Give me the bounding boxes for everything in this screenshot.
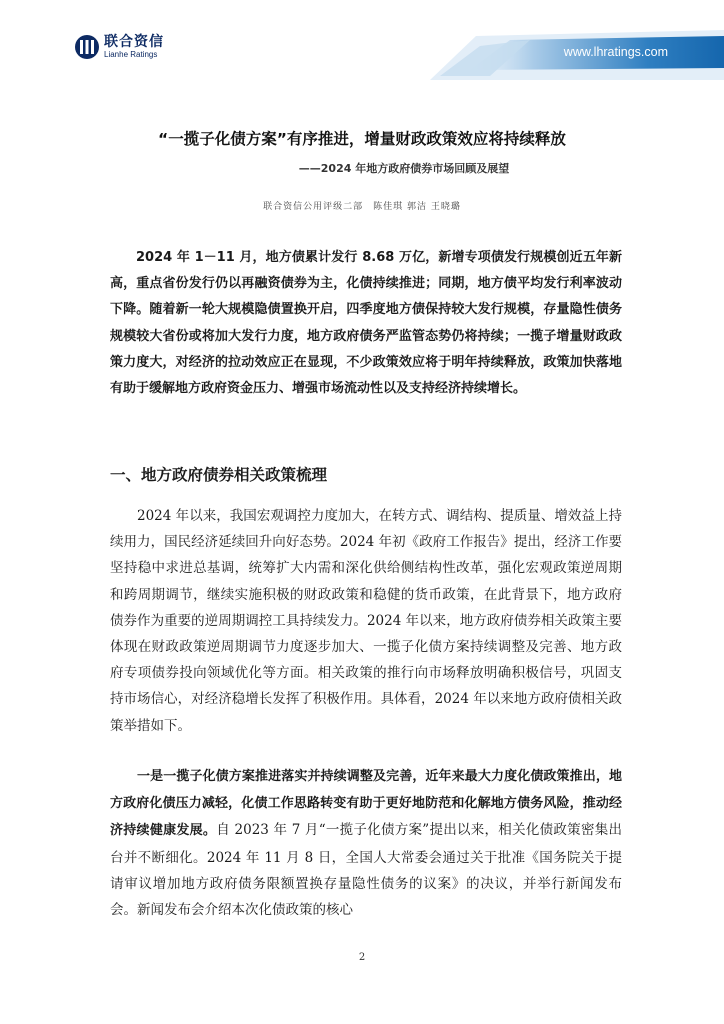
website-url[interactable]: www.lhratings.com: [563, 45, 668, 59]
brand-name-en: Lianhe Ratings: [104, 50, 158, 59]
body-paragraph-2: [110, 763, 622, 923]
body-paragraph: 2024 年以来，我国宏观调控力度加大，在转方式、调结构、提质量、增效益上持续用力，国民经济延续回升向好态势。2024 年初《政府工作报告》提出，经济工作要坚持稳中求进总基调，统筹扩大内需和深化供给侧结构性改革，强化宏观政策逆周期和跨周期调节，继续实施积极的财政政策和稳健的货币政策，在此背景下，地方政府债券作为重要的逆周期调控工具持续发力。2024 年以来，地方政府债券相关政策主要体现在财政政策逆周期调节力度逐步加大、一揽子化债方案持续调整及完善、地方政府专项债券投向领域优化等方面。相关政策的推行向市场释放明确积极信号，巩固支持市场信心，对经济稳增长发挥了积极作用。具体看，2024 年以来地方政府债相关政策举措如下。: [110, 508, 622, 734]
section-heading: 一、地方政府债券相关政策梳理: [110, 466, 328, 484]
page-number: 2: [358, 952, 366, 963]
company-logo: [74, 34, 164, 60]
paragraph-rest: 自 2023 年 7 月“一揽子化债方案”提出以来，相关化债政策密集出台并不断细化。2024 年 11 月 8 日，全国人大常委会通过关于批准《国务院关于提请审议增加地方政府债务限额置换存量隐性债务的议案》的决议，并举行新闻发布会。新闻发布会介绍本次化债政策的核心: [110, 822, 622, 919]
page-header: [0, 0, 724, 80]
brand-name-cn: 联合资信: [104, 34, 164, 50]
author-line: 联合资信公用评级二部 陈佳琪 郭洁 王晓璐: [263, 202, 461, 212]
document-subtitle: ——2024 年地方政府债券市场回顾及展望: [298, 162, 510, 175]
lianhe-logo-icon: [74, 34, 100, 60]
summary-paragraph: 2024 年 1－11 月，地方债累计发行 8.68 万亿，新增专项债发行规模创近五年新高，重点省份发行仍以再融资债券为主，化债持续推进；同期，地方债平均发行利率波动下降。随着新一轮大规模隐债置换开启，四季度地方债保持较大发行规模，存量隐性债务规模较大省份或将加大发行力度，地方政府债务严监管态势仍将持续；一揽子增量财政政策力度大，对经济的拉动效应正在显现，不少政策效应将于明年持续释放，政策加快落地有助于缓解地方政府资金压力、增强市场流动性以及支持经济持续增长。: [110, 250, 622, 397]
paragraph-lead-bold: 一是一揽子化债方案推进落实并持续调整及完善，近年来最大力度化债政策推出，地方政府化债压力减轻，化债工作思路转变有助于更好地防范和化解地方债务风险，推动经济持续健康发展。: [110, 769, 622, 839]
document-title: “一揽子化债方案”有序推进，增量财政政策效应将持续释放: [158, 130, 566, 148]
